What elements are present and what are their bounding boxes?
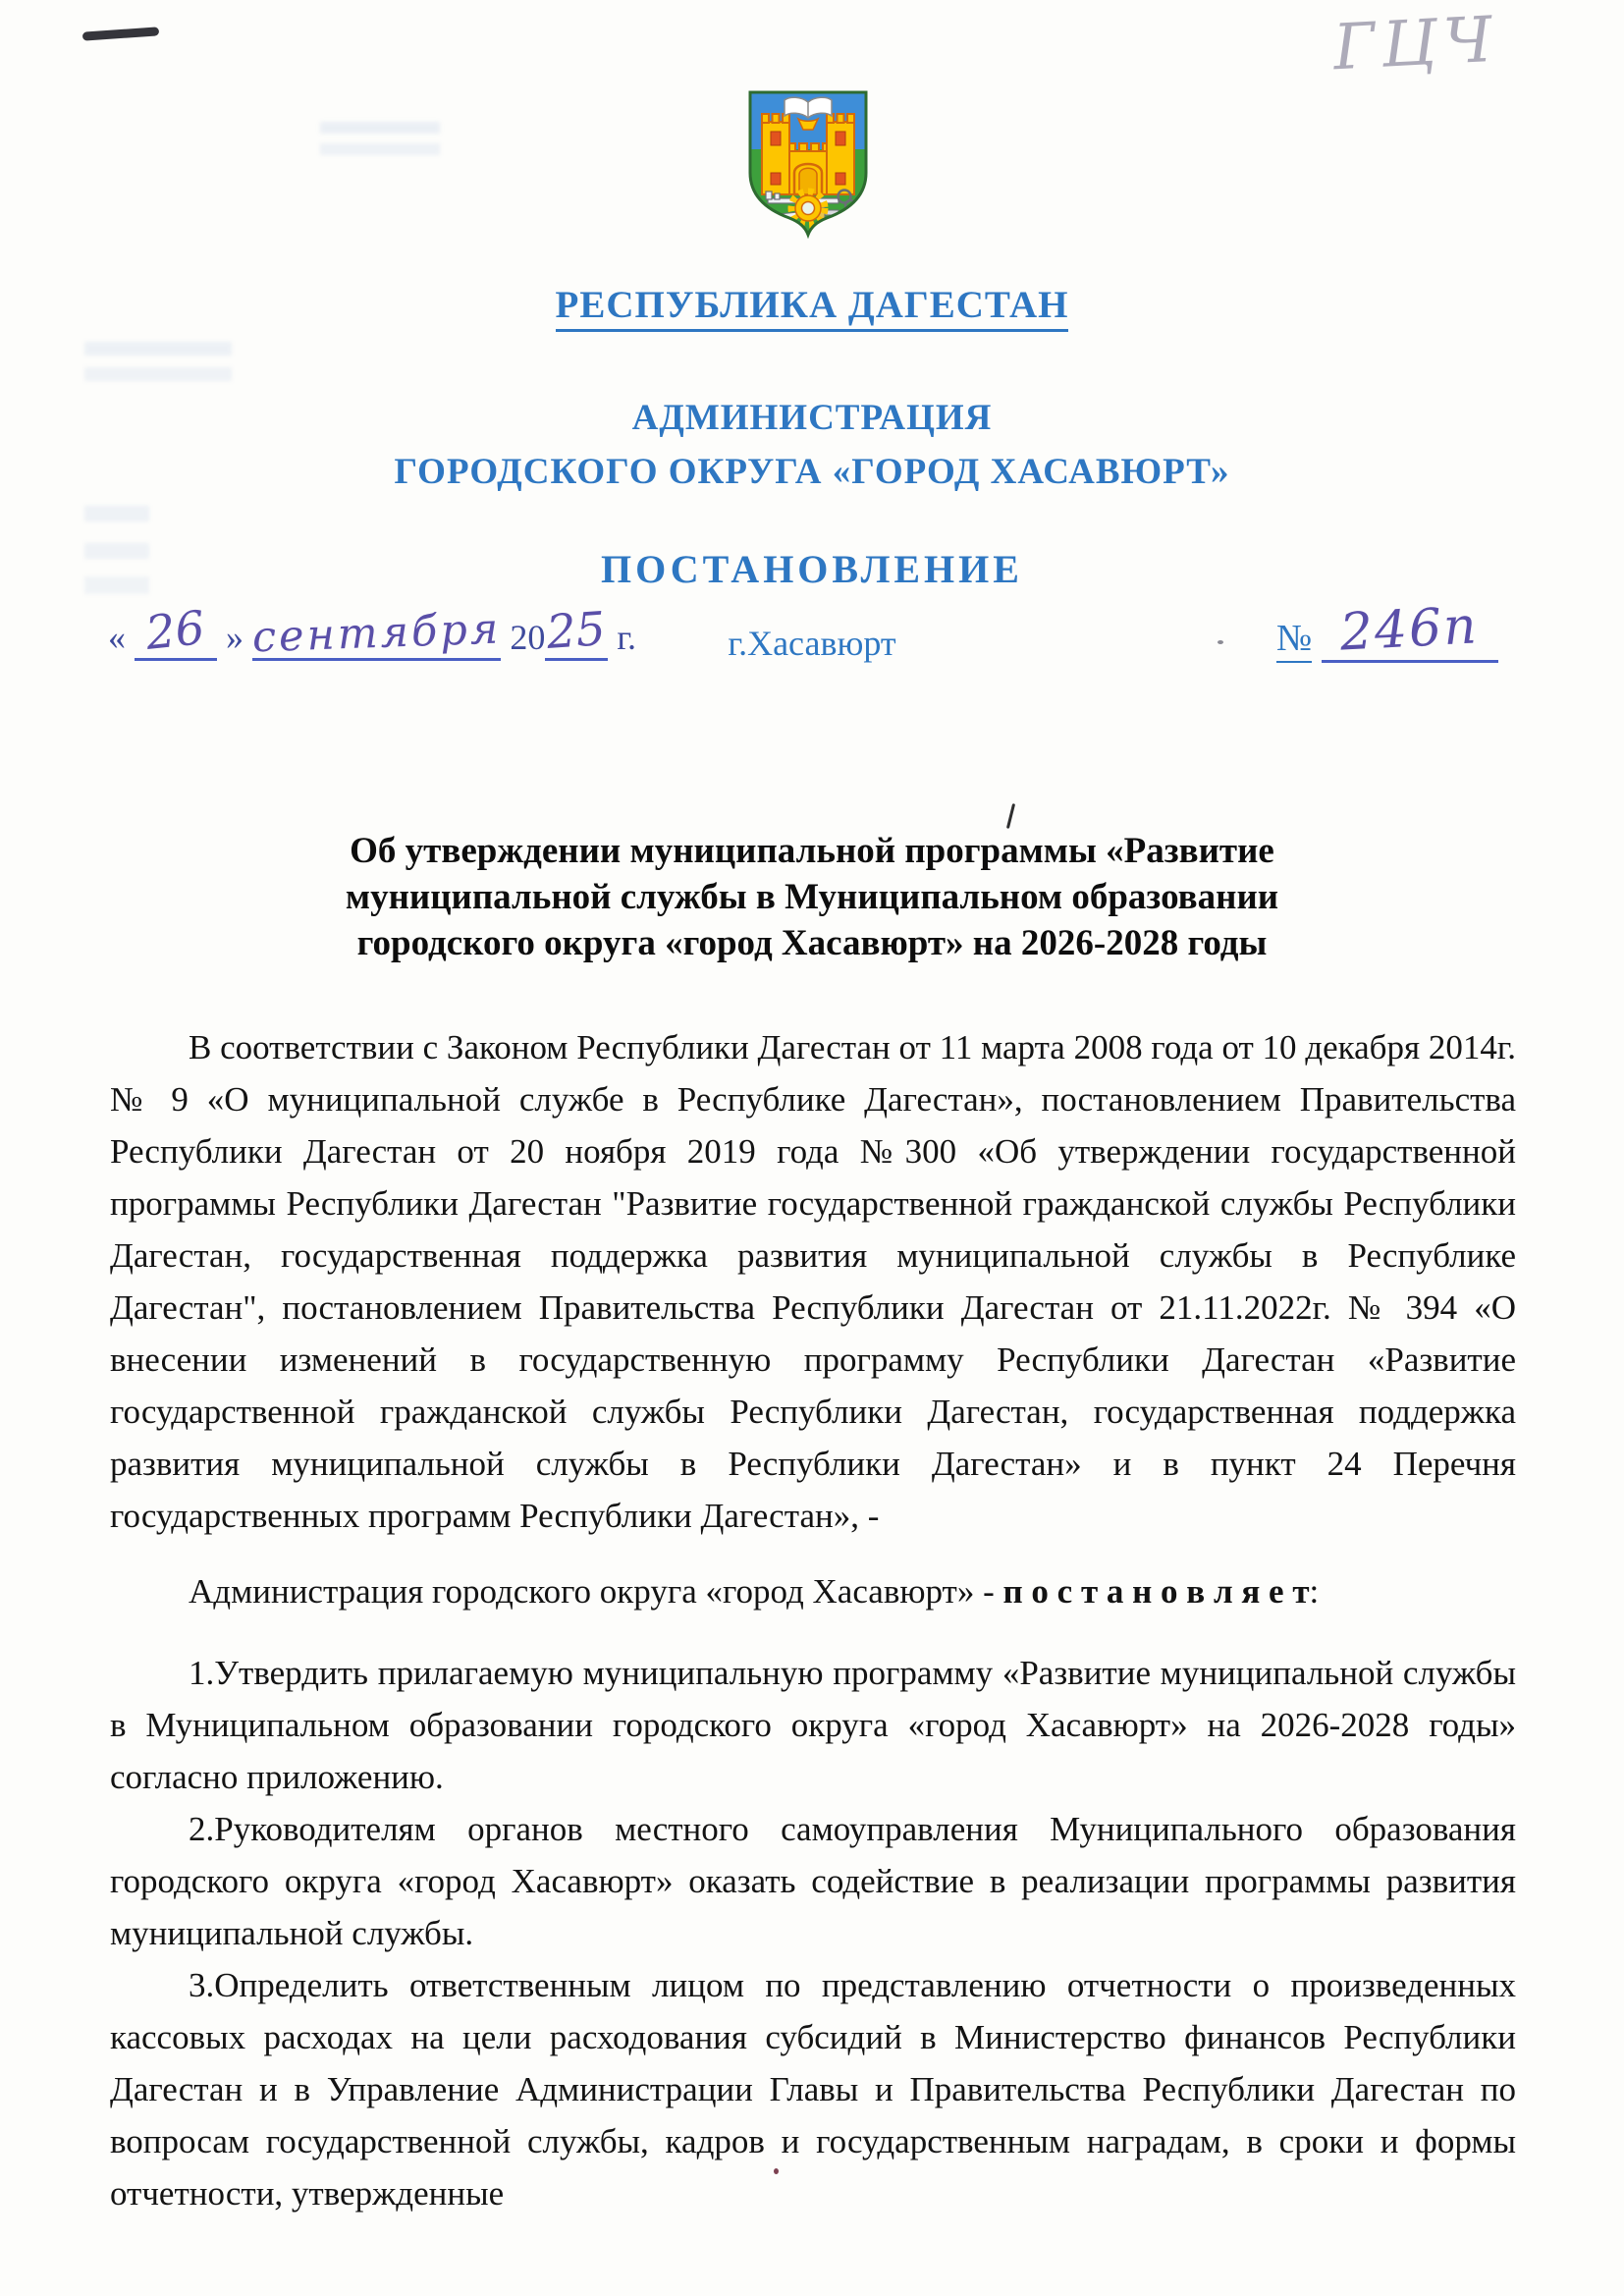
decree-body bbox=[110, 1021, 1516, 2219]
decree-title-line2: муниципальной службы в Муниципальном образовании bbox=[345, 877, 1279, 917]
number-fill-in bbox=[1276, 596, 1498, 663]
handwritten-year: 25 bbox=[545, 601, 608, 661]
resolution-clause bbox=[110, 1565, 1516, 1617]
pencil-annotation: ГЦЧ bbox=[1331, 3, 1501, 85]
number-label: № bbox=[1276, 618, 1312, 663]
bleed-through-mark bbox=[320, 114, 440, 163]
year-prefix: 20 bbox=[510, 618, 546, 657]
handwritten-number: 246п bbox=[1338, 596, 1481, 663]
year-suffix: г. bbox=[617, 618, 637, 657]
republic-heading-text: РЕСПУБЛИКА ДАГЕСТАН bbox=[556, 284, 1069, 332]
document-type-heading: ПОСТАНОВЛЕНИЕ bbox=[601, 547, 1023, 591]
administration-line2: ГОРОДСКОГО ОКРУГА «ГОРОД ХАСАВЮРТ» bbox=[394, 452, 1230, 492]
republic-heading bbox=[0, 283, 1624, 327]
stray-pen-tick bbox=[1006, 803, 1015, 829]
handwritten-day: 26 bbox=[143, 601, 208, 661]
resolution-colon: : bbox=[1309, 1572, 1320, 1611]
administration-line1: АДМИНИСТРАЦИЯ bbox=[631, 398, 993, 438]
close-quote: » bbox=[226, 618, 244, 657]
decree-item-1: 1.Утвердить прилагаемую муниципальную программу «Развитие муниципальной службы в Муниципальном образовании городского округа «город Хасавюрт» на 2026-2028 годы» согласно приложению. bbox=[110, 1654, 1516, 1796]
decree-title-line1: Об утверждении муниципальной программы «Развитие bbox=[350, 831, 1274, 871]
resolution-verb: п о с т а н о в л я е т bbox=[1002, 1572, 1310, 1611]
decree-title bbox=[0, 828, 1624, 966]
decree-item-3: 3.Определить ответственным лицом по представлению отчетности о произведенных кассовых расходах на цели расходования субсидий в Министерство финансов Республики Дагестан и в Управление Администрации Главы и Правительства Республики Дагестан по вопросам государственной службы, кадров и государственным наградам, в сроки и формы отчетности, утвержденные bbox=[110, 1966, 1516, 2213]
number-blank bbox=[1322, 596, 1498, 663]
place-name: г.Хасавюрт bbox=[728, 624, 896, 663]
scan-artifact-line bbox=[82, 27, 159, 40]
decree-title-line3: городского округа «город Хасавюрт» на 2026-2028 годы bbox=[356, 923, 1268, 963]
open-quote: « bbox=[108, 618, 126, 657]
bleed-through-mark bbox=[84, 342, 232, 387]
administration-heading bbox=[0, 391, 1624, 499]
resolution-prefix: Администрация городского округа «город Хасавюрт» - bbox=[189, 1572, 1003, 1611]
handwritten-month: сентября bbox=[251, 604, 503, 663]
preamble-paragraph: В соответствии с Законом Республики Дагестан от 11 марта 2008 года от 10 декабря 2014г. № 9 «О муниципальной службе в Республике Дагестан», постановлением Правительства Республики Дагестан от 20 ноября 2019 года №300 «Об утверждении государственной программы Республики Дагестан "Развитие государственной гражданской службы Республики Дагестан, государственная поддержка развития муниципальной службы в Республике Дагестан", постановлением Правительства Республики Дагестан от 21.11.2022г. № 394 «О внесении изменений в государственную программу Республики Дагестан «Развитие государственной гражданской службы Республики Дагестан, государственная поддержка развития муниципальной службы в Республики Дагестан» и в пункт 24 Перечня государственных программ Республики Дагестан», - bbox=[110, 1028, 1516, 1535]
decree-item-2: 2.Руководителям органов местного самоуправления Муниципального образования городского округа «город Хасавюрт» оказать содействие в реализации программы развития муниципальной службы. bbox=[110, 1810, 1516, 1952]
khasavyurt-coat-of-arms-icon bbox=[742, 86, 874, 244]
